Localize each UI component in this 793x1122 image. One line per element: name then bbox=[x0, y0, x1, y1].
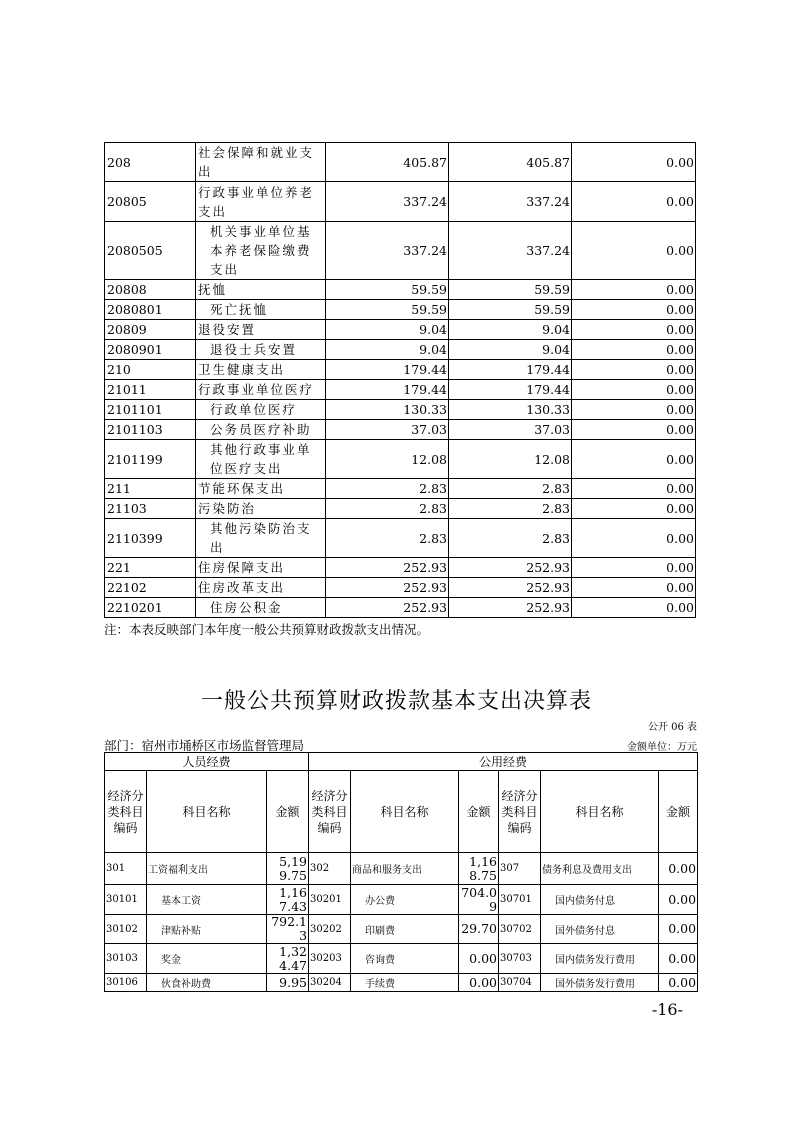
name-cell: 公务员医疗补助 bbox=[196, 420, 326, 440]
table-row bbox=[105, 519, 696, 558]
code-cell: 21011 bbox=[105, 380, 196, 400]
amount-cell: 59.59 bbox=[326, 280, 449, 300]
name-cell: 咨询费 bbox=[351, 944, 459, 974]
amount-cell: 9.04 bbox=[326, 320, 449, 340]
group-public-header: 公用经费 bbox=[309, 753, 698, 771]
table-row bbox=[105, 578, 696, 598]
amount-cell: 0.00 bbox=[572, 360, 696, 380]
amount-cell: 0.00 bbox=[659, 915, 698, 944]
name-cell: 国外债务发行费用 bbox=[541, 974, 659, 992]
code-cell: 30102 bbox=[105, 915, 147, 944]
code-cell: 221 bbox=[105, 558, 196, 578]
code-cell: 30106 bbox=[105, 974, 147, 992]
name-cell: 基本工资 bbox=[147, 885, 267, 915]
amount-cell: 0.00 bbox=[572, 578, 696, 598]
amount-cell: 29.70 bbox=[459, 915, 499, 944]
amount-cell: 59.59 bbox=[326, 300, 449, 320]
code-cell: 302 bbox=[309, 853, 351, 885]
table-row bbox=[105, 320, 696, 340]
amount-cell: 5,199.75 bbox=[267, 853, 309, 885]
name-cell: 抚恤 bbox=[196, 280, 326, 300]
amount-cell: 179.44 bbox=[449, 360, 572, 380]
amount-cell: 2.83 bbox=[449, 479, 572, 499]
code-cell: 30703 bbox=[499, 944, 541, 974]
table-row bbox=[105, 440, 696, 479]
code-cell: 2080505 bbox=[105, 222, 196, 280]
table-row bbox=[105, 360, 696, 380]
expenditure-table-body bbox=[105, 143, 696, 618]
name-cell: 住房保障支出 bbox=[196, 558, 326, 578]
amount-cell: 337.24 bbox=[326, 222, 449, 280]
amount-cell: 252.93 bbox=[449, 558, 572, 578]
name-cell: 国内债务付息 bbox=[541, 885, 659, 915]
column-header-row bbox=[105, 771, 698, 853]
amount-cell: 0.00 bbox=[572, 420, 696, 440]
name-cell: 卫生健康支出 bbox=[196, 360, 326, 380]
code-cell: 2101199 bbox=[105, 440, 196, 479]
basic-expenditure-table-body bbox=[105, 753, 698, 992]
name-cell: 津贴补贴 bbox=[147, 915, 267, 944]
amount-cell: 0.00 bbox=[572, 300, 696, 320]
table-row bbox=[105, 420, 696, 440]
table-row bbox=[105, 499, 696, 519]
name-cell: 住房改革支出 bbox=[196, 578, 326, 598]
amount-cell: 337.24 bbox=[449, 182, 572, 222]
amount-cell: 0.00 bbox=[572, 320, 696, 340]
table-row bbox=[105, 944, 698, 974]
code-cell: 2101103 bbox=[105, 420, 196, 440]
name-cell: 退役安置 bbox=[196, 320, 326, 340]
group-header-row bbox=[105, 753, 698, 771]
name-cell: 污染防治 bbox=[196, 499, 326, 519]
amount-cell: 0.00 bbox=[459, 944, 499, 974]
code-cell: 2101101 bbox=[105, 400, 196, 420]
name-cell: 行政单位医疗 bbox=[196, 400, 326, 420]
header-amount: 金额 bbox=[659, 771, 698, 853]
code-cell: 30103 bbox=[105, 944, 147, 974]
header-code: 经济分类科目编码 bbox=[105, 771, 147, 853]
code-cell: 30203 bbox=[309, 944, 351, 974]
name-cell: 债务利息及费用支出 bbox=[541, 853, 659, 885]
code-cell: 30204 bbox=[309, 974, 351, 992]
amount-cell: 179.44 bbox=[326, 380, 449, 400]
amount-cell: 0.00 bbox=[572, 400, 696, 420]
amount-cell: 337.24 bbox=[449, 222, 572, 280]
name-cell: 办公费 bbox=[351, 885, 459, 915]
table-row bbox=[105, 915, 698, 944]
header-name: 科目名称 bbox=[147, 771, 267, 853]
amount-unit-label: 金额单位：万元 bbox=[627, 742, 697, 753]
amount-cell: 1,324.47 bbox=[267, 944, 309, 974]
amount-cell: 0.00 bbox=[572, 340, 696, 360]
table-row bbox=[105, 143, 696, 182]
code-cell: 211 bbox=[105, 479, 196, 499]
amount-cell: 59.59 bbox=[449, 300, 572, 320]
header-code: 经济分类科目编码 bbox=[499, 771, 541, 853]
name-cell: 国外债务付息 bbox=[541, 915, 659, 944]
code-cell: 2110399 bbox=[105, 519, 196, 558]
table-row bbox=[105, 340, 696, 360]
amount-cell: 0.00 bbox=[659, 853, 698, 885]
amount-cell: 59.59 bbox=[449, 280, 572, 300]
code-cell: 30701 bbox=[499, 885, 541, 915]
code-cell: 30201 bbox=[309, 885, 351, 915]
table-row bbox=[105, 300, 696, 320]
table-row bbox=[105, 558, 696, 578]
amount-cell: 0.00 bbox=[572, 598, 696, 618]
amount-cell: 792.13 bbox=[267, 915, 309, 944]
code-cell: 22102 bbox=[105, 578, 196, 598]
page-number: -16- bbox=[651, 1000, 683, 1019]
code-cell: 2210201 bbox=[105, 598, 196, 618]
amount-cell: 0.00 bbox=[572, 519, 696, 558]
amount-cell: 0.00 bbox=[459, 974, 499, 992]
header-amount: 金额 bbox=[267, 771, 309, 853]
amount-cell: 179.44 bbox=[449, 380, 572, 400]
amount-cell: 2.83 bbox=[326, 519, 449, 558]
amount-cell: 337.24 bbox=[326, 182, 449, 222]
code-cell: 208 bbox=[105, 143, 196, 182]
code-cell: 21103 bbox=[105, 499, 196, 519]
table-row bbox=[105, 853, 698, 885]
name-cell: 机关事业单位基本养老保险缴费支出 bbox=[196, 222, 326, 280]
table-row bbox=[105, 885, 698, 915]
code-cell: 2080901 bbox=[105, 340, 196, 360]
header-name: 科目名称 bbox=[541, 771, 659, 853]
amount-cell: 0.00 bbox=[572, 558, 696, 578]
amount-cell: 2.83 bbox=[326, 499, 449, 519]
name-cell: 商品和服务支出 bbox=[351, 853, 459, 885]
amount-cell: 179.44 bbox=[326, 360, 449, 380]
code-cell: 2080801 bbox=[105, 300, 196, 320]
amount-cell: 12.08 bbox=[449, 440, 572, 479]
amount-cell: 0.00 bbox=[572, 440, 696, 479]
table-row bbox=[105, 222, 696, 280]
table-row bbox=[105, 380, 696, 400]
code-cell: 20808 bbox=[105, 280, 196, 300]
amount-cell: 405.87 bbox=[326, 143, 449, 182]
amount-cell: 252.93 bbox=[449, 578, 572, 598]
code-cell: 30101 bbox=[105, 885, 147, 915]
amount-cell: 9.04 bbox=[449, 320, 572, 340]
amount-cell: 2.83 bbox=[326, 479, 449, 499]
name-cell: 其他污染防治支出 bbox=[196, 519, 326, 558]
name-cell: 手续费 bbox=[351, 974, 459, 992]
amount-cell: 1,167.43 bbox=[267, 885, 309, 915]
amount-cell: 2.83 bbox=[449, 499, 572, 519]
code-cell: 210 bbox=[105, 360, 196, 380]
amount-cell: 252.93 bbox=[326, 558, 449, 578]
name-cell: 行政事业单位养老支出 bbox=[196, 182, 326, 222]
name-cell: 奖金 bbox=[147, 944, 267, 974]
table-row bbox=[105, 479, 696, 499]
amount-cell: 0.00 bbox=[572, 182, 696, 222]
table-row bbox=[105, 182, 696, 222]
amount-cell: 0.00 bbox=[572, 499, 696, 519]
amount-cell: 0.00 bbox=[659, 885, 698, 915]
amount-cell: 12.08 bbox=[326, 440, 449, 479]
code-cell: 301 bbox=[105, 853, 147, 885]
amount-cell: 252.93 bbox=[326, 578, 449, 598]
name-cell: 国内债务发行费用 bbox=[541, 944, 659, 974]
amount-cell: 0.00 bbox=[572, 280, 696, 300]
name-cell: 行政事业单位医疗 bbox=[196, 380, 326, 400]
code-cell: 30704 bbox=[499, 974, 541, 992]
amount-cell: 0.00 bbox=[572, 222, 696, 280]
amount-cell: 37.03 bbox=[326, 420, 449, 440]
code-cell: 30202 bbox=[309, 915, 351, 944]
amount-cell: 252.93 bbox=[326, 598, 449, 618]
name-cell: 社会保障和就业支出 bbox=[196, 143, 326, 182]
amount-cell: 9.04 bbox=[449, 340, 572, 360]
header-amount: 金额 bbox=[459, 771, 499, 853]
table-note: 注：本表反映部门本年度一般公共预算财政拨款支出情况。 bbox=[104, 622, 430, 637]
amount-cell: 2.83 bbox=[449, 519, 572, 558]
amount-cell: 130.33 bbox=[449, 400, 572, 420]
header-name: 科目名称 bbox=[351, 771, 459, 853]
amount-cell: 37.03 bbox=[449, 420, 572, 440]
name-cell: 死亡抚恤 bbox=[196, 300, 326, 320]
name-cell: 伙食补助费 bbox=[147, 974, 267, 992]
department-label: 部门：宿州市埇桥区市场监督管理局 bbox=[104, 738, 305, 753]
basic-expenditure-table bbox=[104, 752, 698, 992]
amount-cell: 9.95 bbox=[267, 974, 309, 992]
amount-cell: 0.00 bbox=[572, 380, 696, 400]
amount-cell: 405.87 bbox=[449, 143, 572, 182]
code-cell: 30702 bbox=[499, 915, 541, 944]
name-cell: 节能环保支出 bbox=[196, 479, 326, 499]
table-row bbox=[105, 598, 696, 618]
table-row bbox=[105, 280, 696, 300]
name-cell: 工资福利支出 bbox=[147, 853, 267, 885]
table-row bbox=[105, 400, 696, 420]
amount-cell: 130.33 bbox=[326, 400, 449, 420]
expenditure-table bbox=[104, 142, 696, 618]
amount-cell: 252.93 bbox=[449, 598, 572, 618]
code-cell: 20809 bbox=[105, 320, 196, 340]
amount-cell: 0.00 bbox=[659, 974, 698, 992]
table-row bbox=[105, 974, 698, 992]
code-cell: 20805 bbox=[105, 182, 196, 222]
code-cell: 307 bbox=[499, 853, 541, 885]
amount-cell: 0.00 bbox=[572, 143, 696, 182]
page-title: 一般公共预算财政拨款基本支出决算表 bbox=[200, 689, 592, 714]
amount-cell: 704.09 bbox=[459, 885, 499, 915]
name-cell: 退役士兵安置 bbox=[196, 340, 326, 360]
name-cell: 住房公积金 bbox=[196, 598, 326, 618]
amount-cell: 1,168.75 bbox=[459, 853, 499, 885]
amount-cell: 9.04 bbox=[326, 340, 449, 360]
name-cell: 其他行政事业单位医疗支出 bbox=[196, 440, 326, 479]
name-cell: 印刷费 bbox=[351, 915, 459, 944]
header-code: 经济分类科目编码 bbox=[309, 771, 351, 853]
table-number: 公开 06 表 bbox=[647, 722, 697, 733]
amount-cell: 0.00 bbox=[659, 944, 698, 974]
amount-cell: 0.00 bbox=[572, 479, 696, 499]
group-personnel-header: 人员经费 bbox=[105, 753, 309, 771]
